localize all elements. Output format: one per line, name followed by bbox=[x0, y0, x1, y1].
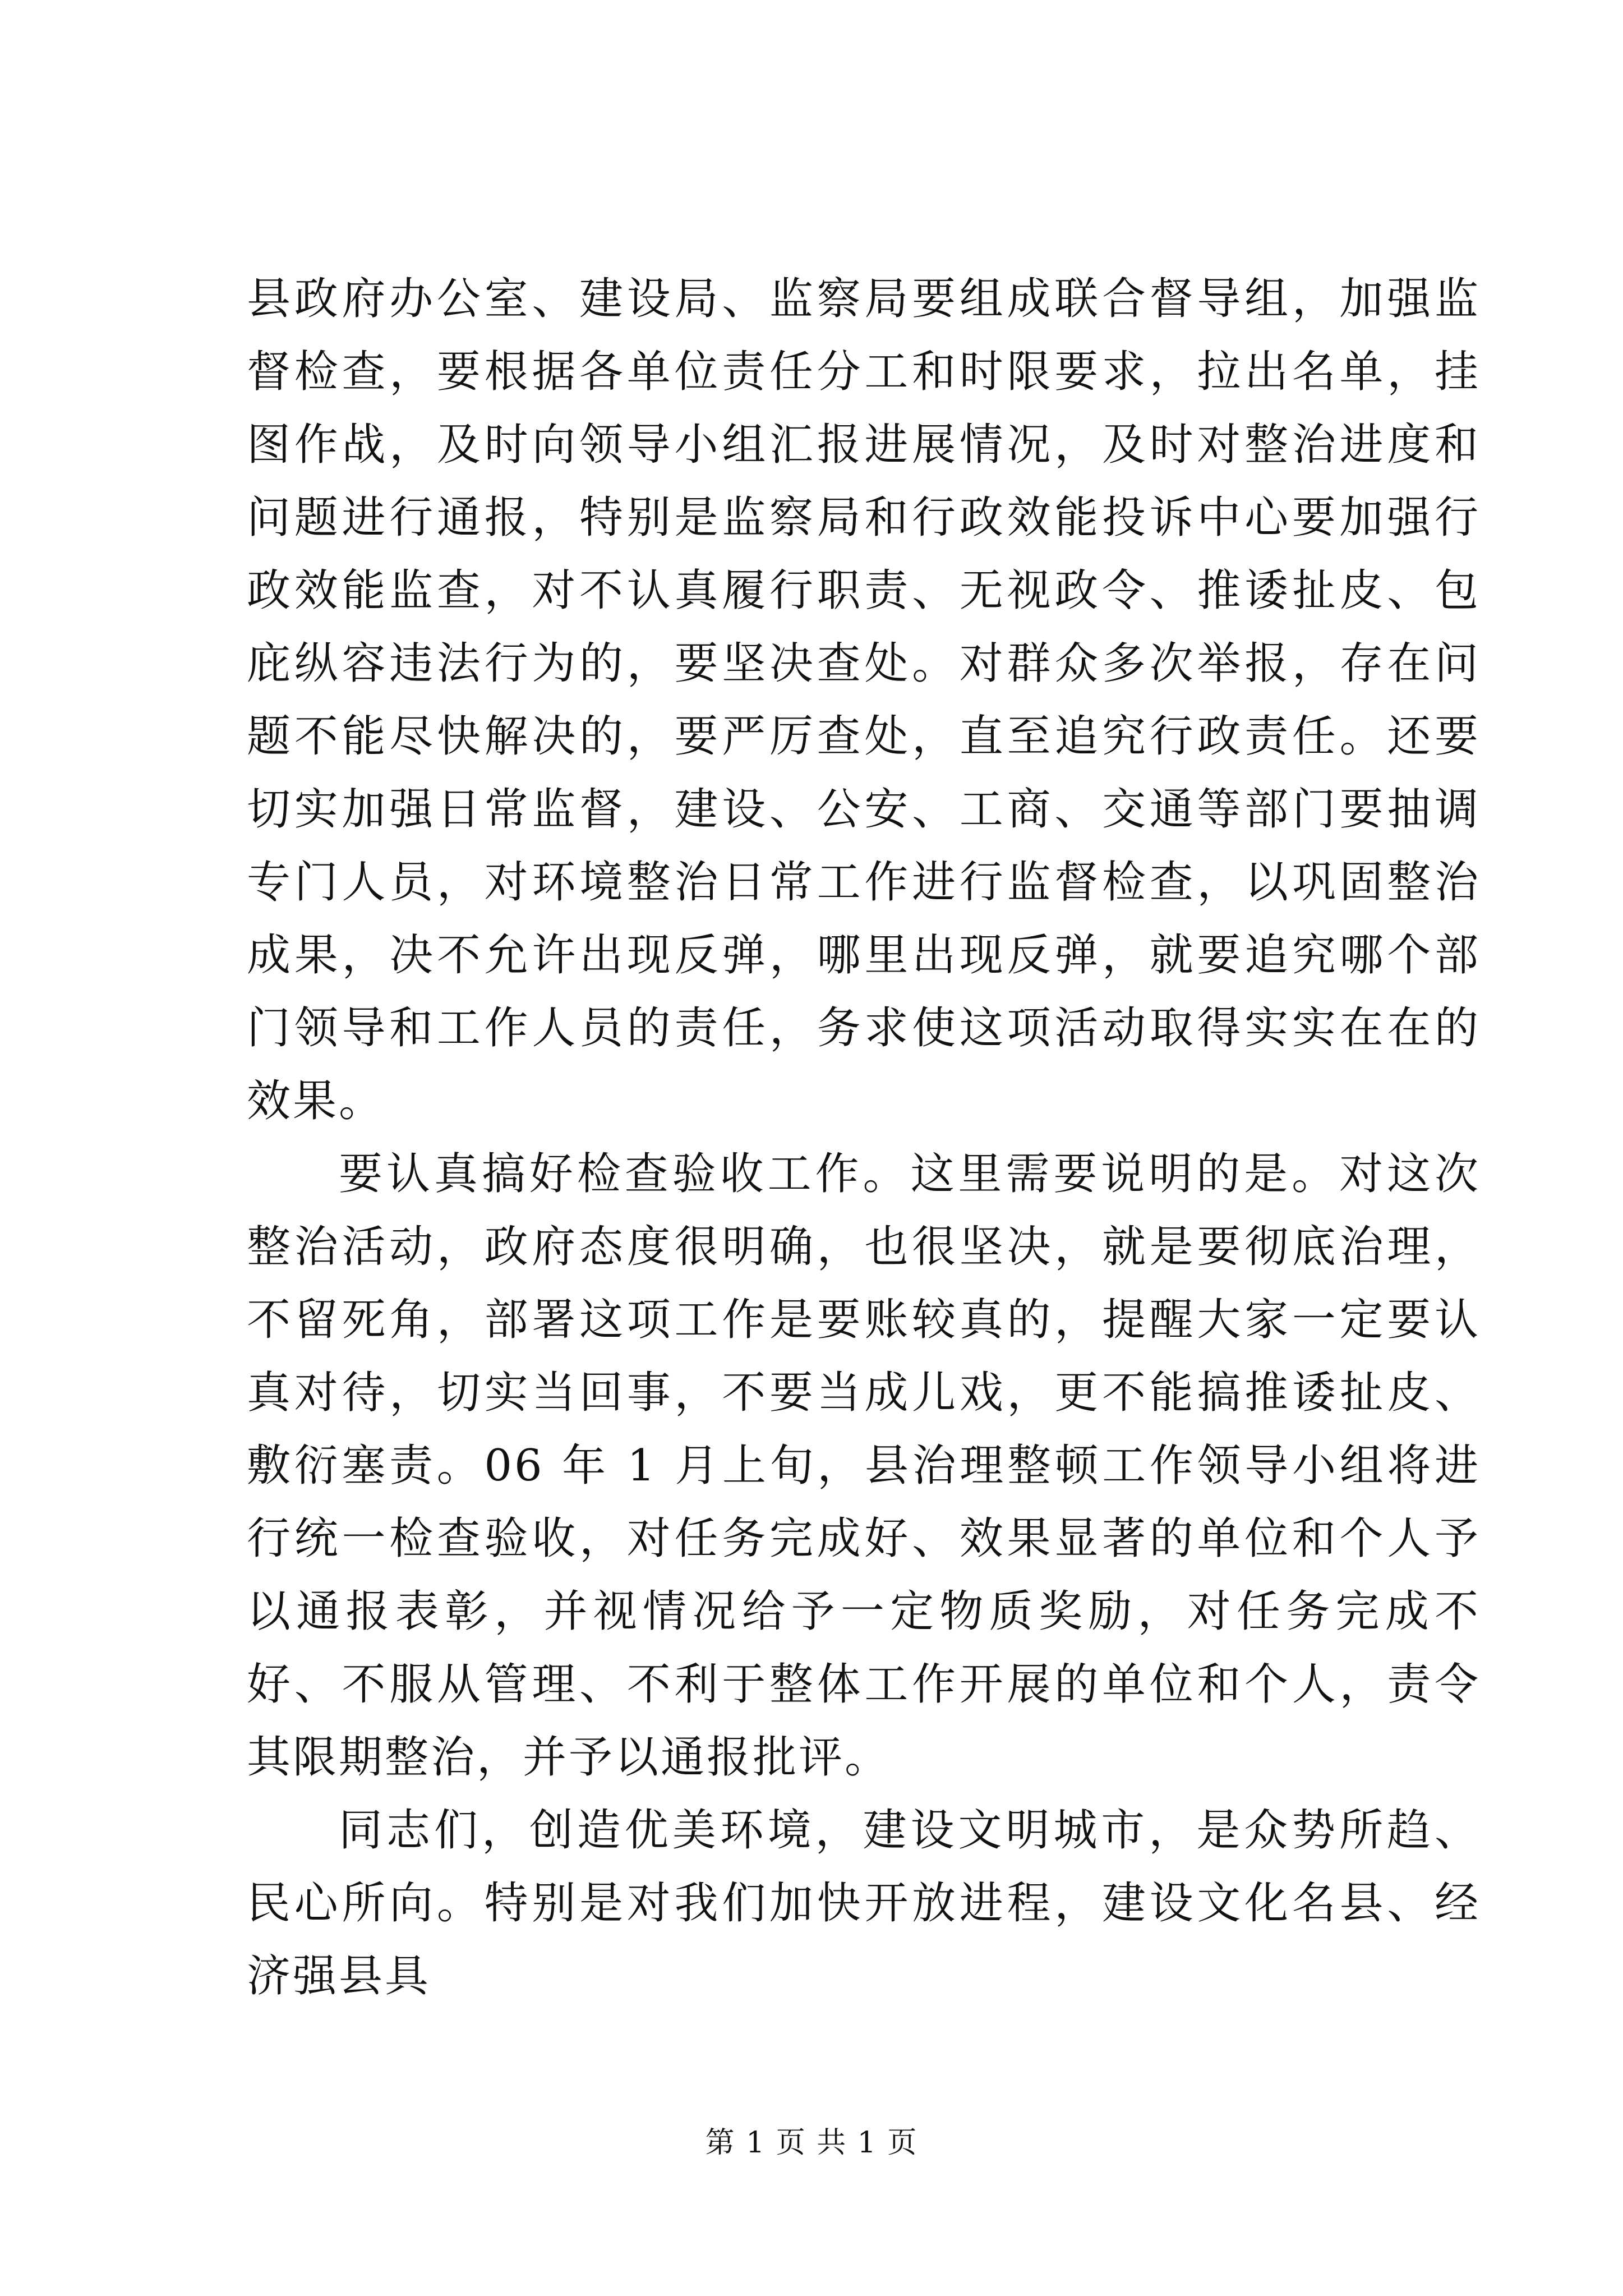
document-body bbox=[247, 263, 1481, 2013]
page-footer: 第 1 页 共 1 页 bbox=[705, 2126, 918, 2160]
paragraph-3: 同志们，创造优美环境，建设文明城市，是众势所趋、民心所向。特别是对我们加快开放进程，建设文化名县、经济强县具 bbox=[247, 1805, 1481, 2001]
paragraph-2: 要认真搞好检查验收工作。这里需要说明的是。对这次整治活动，政府态度很明确，也很坚决，就是要彻底治理，不留死角，部署这项工作是要账较真的，提醒大家一定要认真对待，切实当回事，不要当成儿戏，更不能搞推诿扯皮、敷衍塞责。06 年 1 月上旬，县治理整顿工作领导小组将进行统一检查验收，对任务完成好、效果显著的单位和个人予以通报表彰，并视情况给予一定物质奖励，对任务完成不好、不服从管理、不利于整体工作开展的单位和个人，责令其限期整治，并予以通报批评。 bbox=[247, 1149, 1481, 1783]
paragraph-1: 县政府办公室、建设局、监察局要组成联合督导组，加强监督检查，要根据各单位责任分工和时限要求，拉出名单，挂图作战，及时向领导小组汇报进展情况，及时对整治进度和问题进行通报，特别是监察局和行政效能投诉中心要加强行政效能监查，对不认真履行职责、无视政令、推诿扯皮、包庇纵容违法行为的，要坚决查处。对群众多次举报，存在问题不能尽快解决的，要严厉查处，直至追究行政责任。还要切实加强日常监督，建设、公安、工商、交通等部门要抽调专门人员，对环境整治日常工作进行监督检查，以巩固整治成果，决不允许出现反弹，哪里出现反弹，就要追究哪个部门领导和工作人员的责任，务求使这项活动取得实实在在的效果。 bbox=[247, 274, 1481, 1126]
